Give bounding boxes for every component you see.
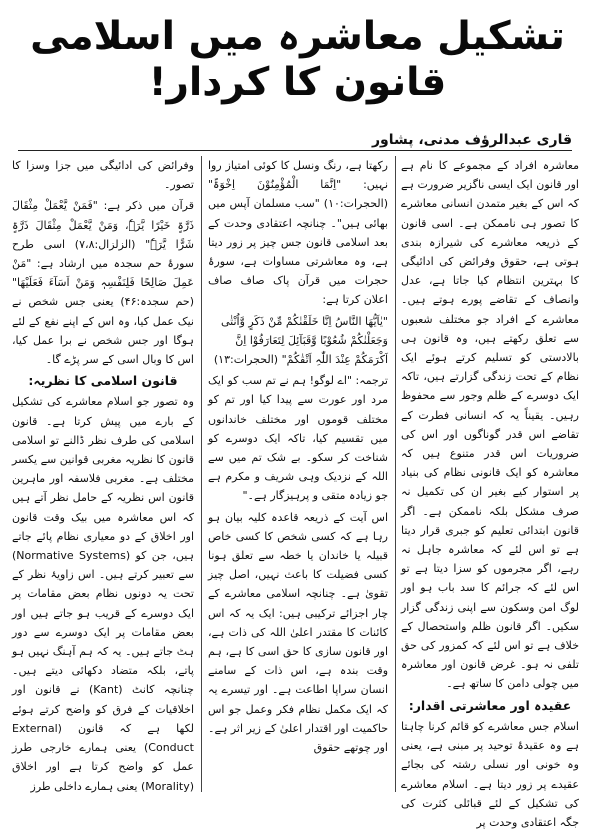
col2-quran-verse: "یٰاَیُّھَا النَّاسُ اِنَّا خَلَقْنٰکُمْ مِّنْ ذَکَرٍ وَّاُنْثٰی وَجَعَلْنٰکُمْ شُعُوْبًا وَّقَبَآئِلَ لِتَعَارَفُوْا اِنَّ اَکْرَمَکُمْ عِنْدَ اللّٰہِ اَتْقٰکُمْ" (الحجرات:۱۳) <box>213 314 388 367</box>
author-byline: قاری عبدالرؤف مدنی، پشاور <box>371 132 572 148</box>
col2-paragraph-1: رکھتا ہے، رنگ ونسل کا کوئی امتیاز روا نہیں: "اِنَّمَا الْمُؤْمِنُوْنَ اِخْوَۃٌ" (الحجرات:۱۰) "سب مسلمان آپس میں بھائی ہیں"۔ چنانچہ اعتقادی وحدت کے بعد اسلامی قانون جس چیز پر زور دیتا ہے، وہ معاشرتی مساوات ہے، سورۂ حجرات میں قرآن پاک صاف صاف اعلان کرتا ہے: <box>208 159 388 307</box>
col3-paragraph-1: وفرائض کی ادائیگی میں جزا وسزا کا تصور۔ <box>12 159 194 192</box>
col1-paragraph-1: معاشرہ افراد کے مجموعے کا نام ہے اور قانون ایک ایسی ناگزیر ضرورت ہے کہ اس کے بغیر متمدن انسانی معاشرے کا تصور ہی ناممکن ہے۔ اسی قانون کے ذریعہ معاشرے کی شیرازہ بندی ہوتی ہے، حقوق وفرائض کی ادائیگی کا بہترین انتظام کیا جاتا ہے، عدل وانصاف کے تقاضے پورے ہوتے ہیں۔ معاشرے کے افراد جو مختلف شعبوں سے تعلق رکھتے ہیں، وہ قانون ہی بالادستی کو تسلیم کرتے ہوئے ایک نظام کے تحت زندگی گزارتے ہیں، تاکہ ایک دوسرے کے ظلم وجور سے محفوظ رہیں۔ یقیناً یہ کہ انسانی فطرت کے تقاضے اس قدر گوناگوں اور اس کی ضروریات اس قدر متنوع ہیں کہ معاشرہ کو ایک قانونی نظام کی بنیاد پر استوار کیے بغیر ان کی تکمیل نہ صرف مشکل بلکہ ناممکن ہے۔ اگر قانون ابتدائی تعلیم کو جبری قرار دیتا ہے تو اس لئے کہ معاشرہ جاہل نہ رہے، اگر مجرموں کو سزا دیتا ہے تو اس لئے کہ جرائم کا سد باب ہو اور لوگ امن وسکون سے اپنی زندگی گزار سکیں۔ اگر قانون ظلم واستحصال کے خلاف ہے تو اس لئے کہ کمزور کی حق تلفی نہ ہو۔ غرض قانون اور معاشرہ میں چولی دامن کا ساتھ ہے۔ <box>401 159 579 691</box>
col1-paragraph-2: اسلام جس معاشرے کو قائم کرنا چاہتا ہے وہ عقیدۂ توحید پر مبنی ہے، یعنی وہ خونی اور نسلی رشتہ کی بجائے عقیدے پر زور دیتا ہے۔ اسلام معاشرے کی تشکیل کے لئے قبائلی کثرت کی جگہ اعتقادی وحدت پر <box>401 719 579 829</box>
col3-heading: قانون اسلامی کا نظریہ: <box>28 373 178 389</box>
col2-paragraph-3: اس آیت کے ذریعہ قاعدہ کلیہ بیان ہو رہا ہے کہ کسی شخص کا کسی خاص قبیلہ یا خاندان یا خطہ سے تعلق ہونا کسی فضیلت کا باعث نہیں، اصل چیز تقویٰ ہے۔ چنانچہ اسلامی معاشرے کے چار اجزائے ترکیبی ہیں: ایک یہ کہ اس کائنات کا مقتدر اعلیٰ اللہ کی ذات ہے، اور قانون سازی کا حق اسی کا ہے، ہم وقت بندہ ہے، اس ذات کے سامنے انسان سراپا اطاعت ہے۔ اور تیسرے یہ کہ ایک مکمل نظام فکر وعمل جو اس حاکمیت اور اقتدار اعلیٰ کے زیر اثر ہے۔ اور چوتھے حقوق <box>208 510 388 755</box>
col1-heading: عقیدہ اور معاشرتی اقدار: <box>408 697 572 713</box>
col3-paragraph-2: قرآن میں ذکر ہے: "فَمَنْ يَّعْمَلْ مِثْقَالَ ذَرَّۃٍ خَيْرًا يَّرَہٗ، وَمَنْ يَّعْمَلْ مِثْقَالَ ذَرَّۃٍ شَرًّا يَّرَہٗ" (الزلزال:۷،۸) اسی طرح سورۂ حم سجدہ میں ارشاد ہے: "مَنْ عَمِلَ صَالِحًا فَلِنَفْسِہٖ وَمَنْ اَسَآءَ فَعَلَيْھَا" (حم سجدہ:۴۶) یعنی جس شخص نے نیک عمل کیا، وہ اس کے اپنے نفع کے لئے ہوگا اور جس شخص نے برا عمل کیا، اس کا وبال اسی کے سر پڑے گا۔ <box>12 199 195 367</box>
col3-paragraph-3: وہ تصور جو اسلام معاشرے کی تشکیل کے بارے میں پیش کرتا ہے۔ قانون اسلامی کی طرف نظر ڈالنے تو اسلامی قانون کا نظریہ مغربی قوانین سے یکسر مختلف ہے۔ مغربی فلاسفہ اور ماہرین قانون اس نظریہ کے حامل نظر آتے ہیں کہ اس معاشرہ میں بیک وقت قانون اور اخلاق کے دو معیاری نظام پائے جاتے ہیں، جن کو (Normative Systems) سے تعبیر کرتے ہیں۔ اس زاویۂ نظر کے تحت یہ دونوں نظام بعض مقامات پر ایک دوسرے کے قریب ہو جاتے ہیں اور بعض مقامات پر ایک دوسرے سے دور ہٹ جاتے ہیں۔ یہ کہ ہم آہنگ نہیں ہو پاتے، بلکہ متضاد دکھائی دیتے ہیں۔ چنانچہ کانٹ (Kant) نے قانون اور اخلاقیات کے فرق کو واضح کرتے ہوئے لکھا ہے کہ قانون (External Conduct) یعنی ہمارے خارجی طرز عمل کو واضح کرتا ہے اور اخلاق (Morality) یعنی ہمارے داخلی طرز <box>12 395 194 793</box>
col2-paragraph-2: ترجمہ: "اے لوگو! ہم نے تم سب کو ایک مرد اور عورت سے پیدا کیا اور تم کو مختلف قوموں اور مختلف خاندانوں میں تقسیم کیا، تاکہ ایک دوسرے کو شناخت کر سکو۔ بے شک تم میں سے اللہ کے نزدیک وہی شریف و مکرم ہے جو زیادہ متقی و پرہیزگار ہے۔" <box>208 374 388 503</box>
column-2 <box>208 156 388 796</box>
column-divider-1 <box>395 156 396 792</box>
column-divider-2 <box>201 156 202 792</box>
column-3 <box>12 156 194 796</box>
header-rule <box>18 150 572 151</box>
column-1 <box>401 156 579 829</box>
article-title: تشکیل معاشرہ میں اسلامی قانون کا کردار! <box>30 14 565 105</box>
